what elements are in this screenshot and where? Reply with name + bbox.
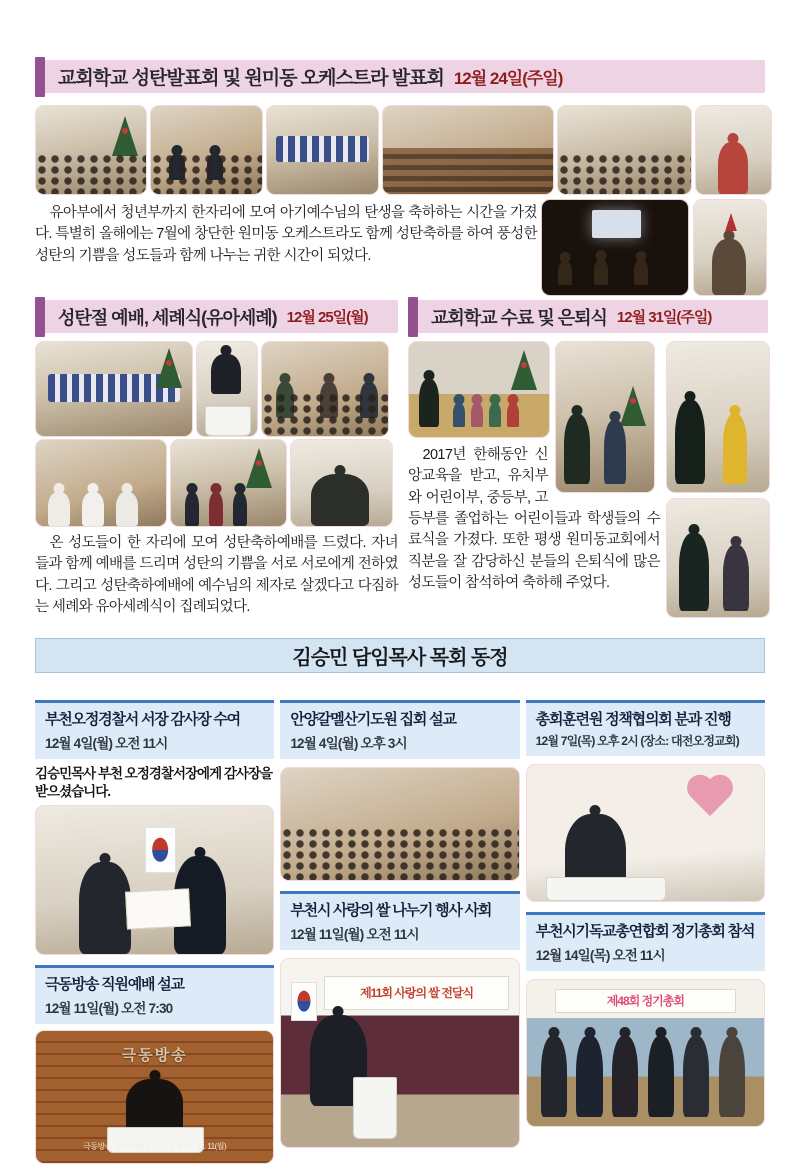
photo-orchestra-tree (35, 105, 147, 195)
event-note: 김승민목사 부천 오정경찰서장에게 감사장을 받으셨습니다. (35, 766, 273, 799)
musician-figure (207, 154, 223, 180)
graduation-paragraph-text: 2017년 한해동안 신앙교육을 받고, 유치부와 어린이부, 중등부, 고등부를 졸업하는 어린이들과 학생들의 수료식을 가졌다. 또한 평생 원미동교회에서 직분을 잘 감당하신 분들의 은퇴식에 많은 성도들이 참석하여 축하해 주었다. (408, 447, 660, 591)
photo-retirement-couple (666, 498, 770, 618)
event-datetime: 12월 7일(목) 오후 2시 (장소: 대전오정교회) (535, 734, 739, 748)
pastor-figure (419, 379, 439, 427)
member-figure (360, 382, 378, 418)
attendee-figure (541, 1036, 567, 1118)
girl-figure (712, 239, 746, 295)
certificate (125, 888, 191, 929)
service-photo-row-2 (35, 439, 398, 525)
photo-congregation-children (382, 105, 554, 195)
photo-general-assembly-group (526, 979, 765, 1127)
photo-stage-performance (541, 199, 689, 296)
column-christmas-service (35, 300, 398, 620)
member-figure (320, 382, 338, 418)
event-police-award (35, 700, 274, 759)
actor-figure (558, 261, 572, 285)
header-accent-bar (408, 297, 418, 337)
section-title: 성탄절 예배, 세례식(유아세례) (58, 307, 277, 328)
photo-policy-council-speaker (526, 764, 765, 902)
attendee-figure (612, 1036, 638, 1118)
photo-kindergarten-completion (408, 341, 550, 438)
section-header-christmas-service (35, 300, 398, 333)
column-graduation (408, 300, 768, 620)
graduation-paragraph (408, 445, 660, 594)
event-datetime: 12월 4일(월) 오후 3시 (290, 736, 407, 751)
attendee-figure (683, 1036, 709, 1118)
child-figure (471, 403, 483, 427)
febc-caption: 극동방송 직원예배 설교 기념 2017. 12. 11(월) (83, 1142, 227, 1152)
schedule-col-2 (280, 700, 519, 1164)
heart-flower-wall (684, 776, 736, 822)
attendee-figure (576, 1036, 602, 1118)
photo-choir (35, 341, 193, 437)
member-figure (209, 492, 223, 526)
child-figure (453, 403, 465, 427)
podium (205, 406, 251, 436)
photo-police-certificate (35, 805, 274, 955)
photo-raised-hands (261, 341, 389, 437)
febc-sign-text: 극동방송 (121, 1047, 188, 1065)
attendee-figure (719, 1036, 745, 1118)
middle-two-columns (35, 300, 765, 620)
photo-orchestra-players (150, 105, 263, 195)
photo-boy-hanbok (695, 105, 772, 195)
service-photo-row-1 (35, 341, 398, 435)
header-accent-bar (35, 57, 45, 97)
concert-body-row (35, 199, 765, 294)
schedule-col-3 (526, 700, 765, 1164)
actor-figure (634, 260, 648, 285)
korean-flag (145, 827, 175, 873)
member-figure (48, 492, 70, 526)
service-paragraph: 온 성도들이 한 자리에 모여 성탄축하예배를 드렸다. 자녀들과 함께 예배를 드리며 성탄의 기쁨을 서로 서로에게 전하였다. 그리고 성탄축하예배에 예수님의 제자로 살겠다고 다짐하는 세례와 유아세례식이 집례되었다. (35, 535, 398, 615)
member-figure (185, 492, 199, 526)
event-rice-sharing (280, 891, 519, 950)
section-header-christmas-concert (35, 60, 765, 93)
member-figure (276, 382, 294, 418)
member-figure (116, 492, 138, 526)
header-accent-bar (35, 297, 45, 337)
member-figure (82, 492, 104, 526)
section-header-graduation (408, 300, 768, 333)
event-title: 극동방송 직원예배 설교 (45, 976, 184, 994)
photo-rice-ceremony (280, 958, 519, 1148)
concert-paragraph: 유아부에서 청년부까지 한자리에 모여 아기예수님의 탄생을 축하하는 시간을 가졌다. 특별히 올해에는 7월에 창단한 원미동 오케스트라도 함께 성탄축하를 하여 풍성한 성탄의 기쁨을 성도들과 함께 나누는 귀한 시간이 되었다. (35, 205, 537, 264)
pastor-figure (679, 533, 709, 611)
child-figure (489, 403, 501, 427)
section-date: 12월 25일(월) (286, 309, 368, 326)
section-date: 12월 24일(주일) (453, 69, 563, 88)
section-date: 12월 31일(주일) (616, 309, 712, 326)
member-figure (723, 545, 749, 611)
elder-figure (311, 474, 369, 526)
christmas-tree-icon (156, 348, 182, 388)
event-title: 안양갈멜산기도원 집회 설교 (290, 711, 456, 728)
table (546, 877, 667, 901)
banner-title: 김승민 담임목사 목회 동정 (292, 647, 508, 669)
event-title: 총회훈련원 정책협의회 분과 진행 (535, 711, 731, 728)
podium (353, 1077, 398, 1139)
concert-photo-row (35, 105, 765, 193)
christmas-tree-icon (620, 386, 646, 426)
pastor-figure (79, 862, 131, 954)
event-policy-council (526, 700, 765, 756)
member-figure (233, 492, 247, 526)
pastor-activity-banner (35, 638, 765, 673)
rice-banner-text: 제11회 사랑의 쌀 전달식 (324, 976, 509, 1010)
event-prayer-center (280, 700, 519, 759)
musician-figure (169, 154, 185, 180)
preacher-figure (126, 1079, 183, 1134)
korean-flag (291, 982, 317, 1022)
photo-febc-chapel (35, 1030, 274, 1164)
event-title: 부천시기독교총연합회 정기총회 참석 (535, 923, 755, 940)
text-wrap-spacer (548, 445, 660, 495)
photo-women-in-white (35, 439, 167, 527)
child-figure (507, 403, 519, 427)
event-datetime: 12월 11일(월) 오전 11시 (290, 927, 419, 942)
christmas-tree-icon (246, 448, 272, 488)
photo-prayer-meeting-crowd (280, 767, 519, 881)
antlers-icon (725, 213, 737, 231)
event-febc-sermon (35, 965, 274, 1024)
assembly-banner-text: 제48회 정기총회 (555, 989, 735, 1013)
schedule-col-1 (35, 700, 274, 1164)
boy-figure (718, 142, 748, 194)
event-datetime: 12월 4일(월) 오전 11시 (45, 736, 168, 751)
photo-certificate-girl (666, 341, 770, 493)
attendee-figure (648, 1036, 674, 1118)
pastor-figure (211, 354, 241, 394)
photo-pastor-podium (196, 341, 258, 437)
christmas-tree-icon (511, 350, 537, 390)
photo-congregation-pews (557, 105, 692, 195)
event-datetime: 12월 11일(월) 오전 7:30 (45, 1001, 173, 1017)
section-title: 교회학교 성탄발표회 및 원미동 오케스트라 발표회 (58, 68, 444, 89)
photo-elderly-man (290, 439, 393, 527)
photo-baptism-line (170, 439, 287, 527)
christmas-tree-icon (112, 116, 138, 156)
girl-figure (723, 414, 747, 484)
schedule-columns (35, 700, 765, 1164)
event-general-assembly (526, 912, 765, 971)
actor-figure (594, 259, 608, 285)
section-title: 교회학교 수료 및 은퇴식 (431, 307, 607, 328)
event-title: 부천오정경찰서 서장 감사장 수여 (45, 711, 240, 728)
projection-screen (592, 210, 642, 239)
photo-girl-antlers (693, 199, 767, 296)
choir-rows (276, 136, 369, 162)
event-datetime: 12월 14일(목) 오전 11시 (535, 948, 665, 963)
pastor-figure (675, 400, 705, 484)
event-title: 부천시 사랑의 쌀 나누기 행사 사회 (290, 902, 492, 919)
photo-children-choir (266, 105, 379, 195)
